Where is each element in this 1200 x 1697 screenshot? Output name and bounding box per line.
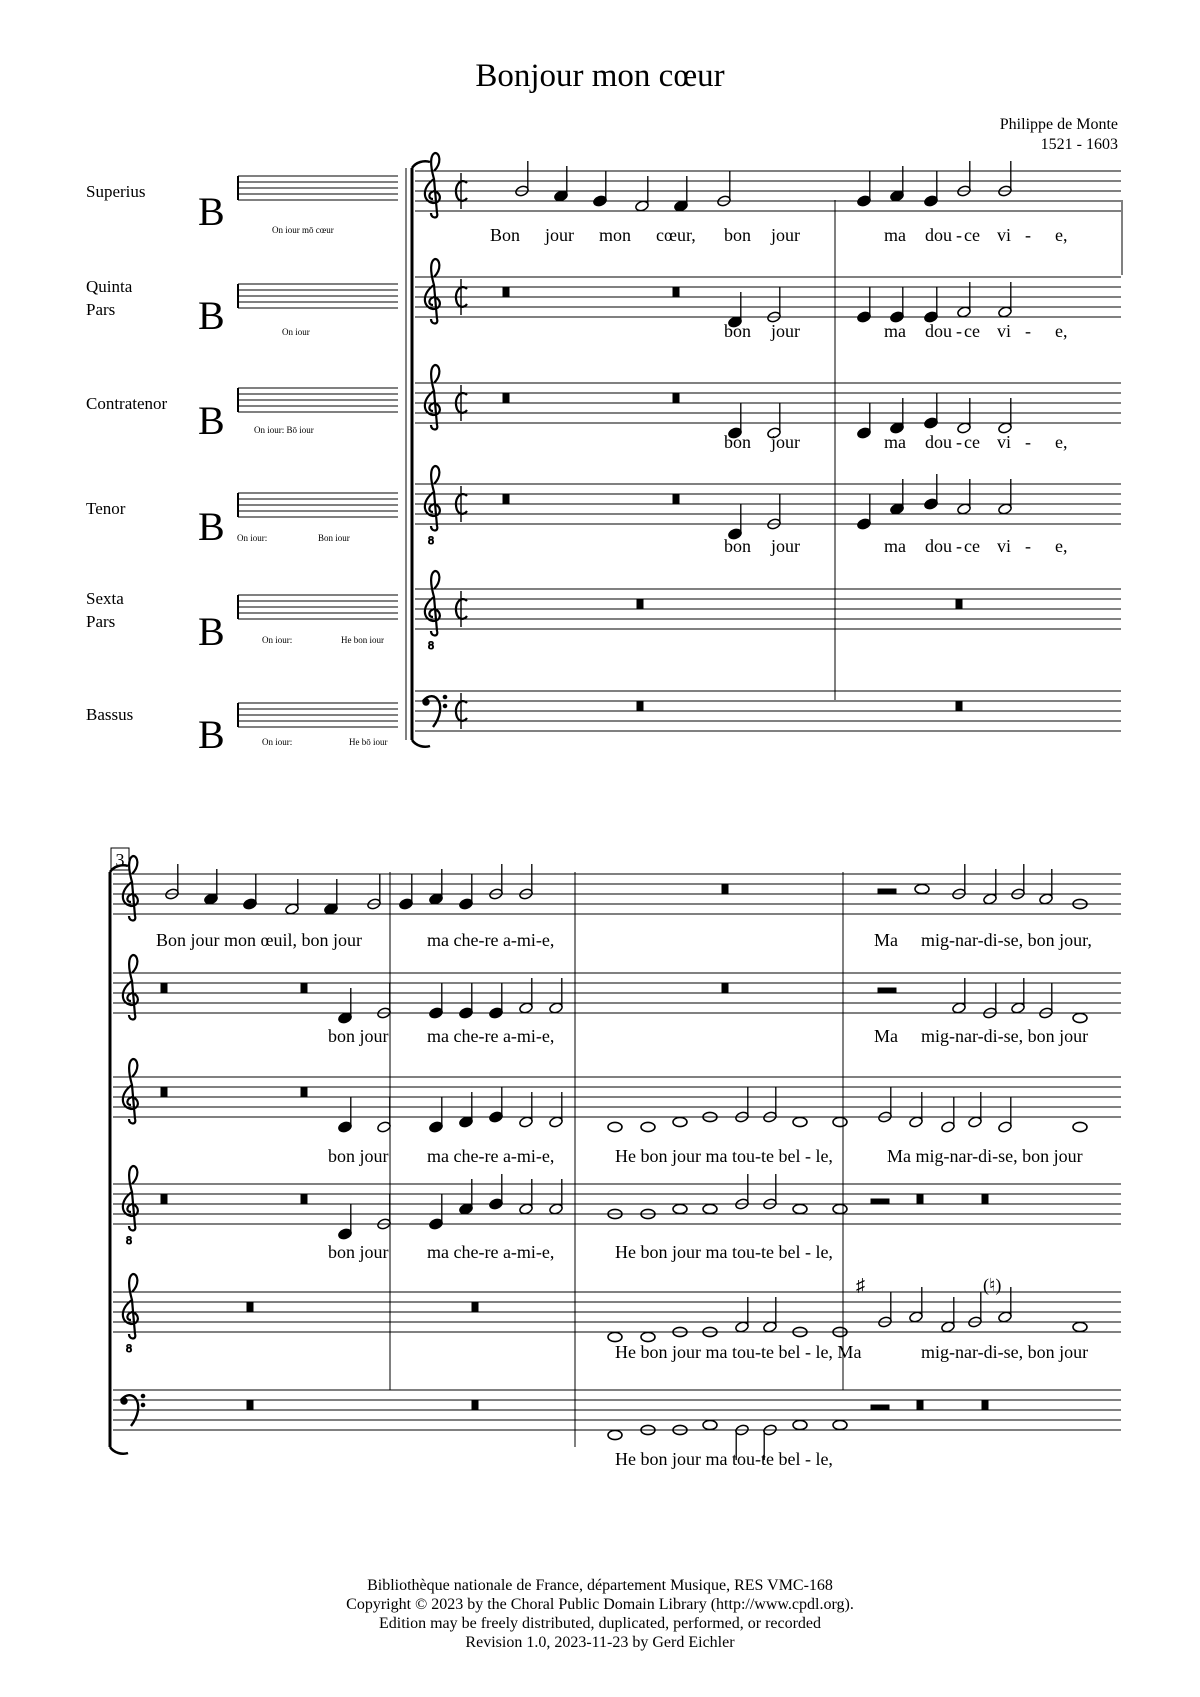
note — [608, 1332, 622, 1341]
incipit-staff — [238, 703, 398, 727]
incipit-staff — [238, 176, 398, 200]
rest — [301, 1194, 307, 1204]
composer-dates: 1521 - 1603 — [1040, 136, 1118, 153]
rest — [982, 1194, 988, 1204]
rest — [472, 1400, 478, 1410]
treble-clef — [123, 1059, 138, 1124]
lyrics-s2-contratenor: bon jour ma che-re a-mi-e, He bon jour ma tou-te bel - le, Ma mig-nar-di-se, bon jour — [328, 1146, 1083, 1166]
note — [767, 494, 782, 530]
rest — [673, 287, 679, 297]
note — [673, 1117, 687, 1126]
incipit-letter-tenor: B — [198, 504, 225, 549]
note — [1011, 864, 1026, 900]
editorial-natural: (♮) — [983, 1275, 1002, 1295]
footer-line-revision: Revision 1.0, 2023-11-23 by Gerd Eichler — [465, 1634, 735, 1651]
treble-clef — [123, 1274, 138, 1355]
rest — [503, 393, 509, 403]
incipit-text-tenor-a: On iour: — [237, 533, 268, 543]
note — [735, 1087, 750, 1123]
treble-clef — [425, 153, 440, 218]
rest — [247, 1302, 253, 1312]
note — [924, 474, 939, 510]
staff-s1-4 — [415, 589, 1121, 629]
staff-s2-0 — [113, 874, 1121, 914]
incipit-text-tenor-b: Bon iour — [318, 533, 350, 543]
note — [833, 1420, 847, 1429]
rest — [161, 1087, 167, 1097]
incipit-letter-quinta: B — [198, 293, 225, 338]
rest — [301, 983, 307, 993]
incipit-text-sexta-b: He bon iour — [341, 635, 384, 645]
footer-line-license: Edition may be freely distributed, duplicated, performed, or recorded — [378, 1615, 822, 1632]
rest — [878, 889, 896, 894]
note — [641, 1332, 655, 1341]
voice-name-superius: Superius — [86, 182, 146, 201]
note — [338, 1097, 353, 1133]
note — [793, 1204, 807, 1213]
treble-clef — [425, 259, 440, 324]
lyrics-s1-contratenor: bon jour ma dou - ce vi - e, — [724, 432, 1068, 452]
note — [165, 864, 180, 900]
incipit-text-bassus-b: He bō iour — [349, 737, 388, 747]
treble-clef — [425, 466, 440, 547]
note — [957, 161, 972, 197]
note — [641, 1122, 655, 1131]
footer — [0, 1576, 1200, 1652]
rest — [722, 884, 728, 894]
note — [673, 1204, 687, 1213]
note — [459, 983, 474, 1019]
rest — [472, 1302, 478, 1312]
svg-text:8: 8 — [126, 1233, 132, 1247]
note — [519, 864, 534, 900]
treble-clef — [425, 571, 440, 652]
note — [399, 874, 414, 910]
note — [924, 171, 939, 207]
note — [728, 504, 743, 540]
note — [489, 1174, 504, 1210]
lyrics-s1-quinta: bon jour ma dou - ce vi - e, — [724, 321, 1068, 341]
note — [793, 1420, 807, 1429]
rest — [161, 1194, 167, 1204]
note — [767, 287, 782, 323]
note — [878, 1292, 893, 1328]
treble-clef — [425, 365, 440, 430]
note — [833, 1117, 847, 1126]
rest — [871, 1405, 889, 1410]
lyrics-s2-quinta: bon jour ma che-re a-mi-e, Ma mig-nar-di-se, bon jour — [328, 1026, 1089, 1046]
svg-text:8: 8 — [428, 533, 434, 547]
note — [377, 983, 392, 1019]
lyrics-s1-tenor: bon jour ma dou - ce vi - e, — [724, 536, 1068, 556]
note — [608, 1122, 622, 1131]
rest — [637, 599, 643, 609]
rest — [917, 1400, 923, 1410]
measure-number: 3 — [115, 850, 125, 870]
incipit-letter-sexta: B — [198, 609, 225, 654]
rest — [982, 1400, 988, 1410]
footer-line-copyright: Copyright © 2023 by the Choral Public Domain Library (http://www.cpdl.org). — [346, 1596, 854, 1613]
rest — [637, 701, 643, 711]
system-2-lyrics — [156, 930, 1092, 1469]
system-1-lyrics — [490, 225, 1068, 556]
staff-s1-5 — [415, 691, 1121, 731]
footer-line-source: Bibliothèque nationale de France, département Musique, RES VMC-168 — [367, 1577, 833, 1594]
lyrics-s2-bassus: He bon jour ma tou-te bel - le, — [615, 1449, 833, 1469]
rest — [673, 494, 679, 504]
note — [608, 1430, 622, 1439]
svg-text:8: 8 — [428, 638, 434, 652]
staff-s1-3 — [415, 484, 1121, 524]
rest — [161, 983, 167, 993]
note — [489, 1087, 504, 1123]
voice-name-tenor: Tenor — [86, 499, 126, 518]
note — [1073, 1122, 1087, 1131]
svg-text:8: 8 — [126, 1341, 132, 1355]
note — [429, 1194, 444, 1230]
voice-name-sexta-pars: Sexta Pars — [86, 589, 124, 631]
rest — [917, 1194, 923, 1204]
rest — [956, 599, 962, 609]
incipit-text-superius: On iour mō cœur — [272, 225, 334, 235]
lyrics-s1-superius: Bon jour mon cœur, bon jour ma dou - ce vi - e, — [490, 225, 1068, 245]
rest — [247, 1400, 253, 1410]
note — [998, 1097, 1013, 1133]
note — [367, 874, 382, 910]
note — [593, 171, 608, 207]
incipit-letter-contratenor: B — [198, 398, 225, 443]
note — [1073, 1322, 1087, 1331]
staff-s1-1 — [415, 277, 1121, 317]
staff-s1-0 — [415, 171, 1121, 211]
lyrics-s2-sexta: He bon jour ma tou-te bel - le, Ma mig-nar-di-se, bon jour — [615, 1342, 1089, 1362]
staff-s1-2 — [415, 383, 1121, 423]
staff-s2-5 — [113, 1390, 1121, 1430]
incipit-text-contratenor: On iour: Bō iour — [254, 425, 314, 435]
note — [983, 983, 998, 1019]
note — [915, 884, 929, 893]
rest — [503, 287, 509, 297]
note — [1073, 1013, 1087, 1022]
note — [703, 1204, 717, 1213]
rest — [301, 1087, 307, 1097]
note — [429, 983, 444, 1019]
note — [377, 1194, 392, 1230]
note — [878, 1087, 893, 1123]
note — [857, 494, 872, 530]
note — [941, 1097, 956, 1133]
treble-clef — [123, 1166, 138, 1247]
note — [1039, 983, 1054, 1019]
note — [793, 1117, 807, 1126]
rest — [722, 983, 728, 993]
incipit-letter-bassus: B — [198, 712, 225, 757]
rest — [878, 988, 896, 993]
note — [924, 287, 939, 323]
incipit-staff — [238, 595, 398, 619]
note — [857, 171, 872, 207]
note — [515, 161, 530, 197]
note — [377, 1097, 392, 1133]
note — [857, 287, 872, 323]
note — [763, 1174, 778, 1210]
note — [489, 864, 504, 900]
note — [735, 1174, 750, 1210]
note — [857, 403, 872, 439]
note — [952, 864, 967, 900]
rest — [673, 393, 679, 403]
staff-s2-2 — [113, 1077, 1121, 1117]
note — [243, 874, 258, 910]
note — [833, 1204, 847, 1213]
incipit-letter-superius: B — [198, 189, 225, 234]
note — [489, 983, 504, 1019]
note — [998, 161, 1013, 197]
editorial-sharp: ♯ — [856, 1275, 865, 1295]
voice-name-quinta-pars: Quinta Pars — [86, 277, 133, 319]
incipit-text-sexta-a: On iour: — [262, 635, 293, 645]
voice-name-bassus: Bassus — [86, 705, 134, 724]
lyrics-s2-tenor: bon jour ma che-re a-mi-e, He bon jour ma tou-te bel - le, — [328, 1242, 833, 1262]
note — [924, 393, 939, 429]
staff-s2-1 — [113, 973, 1121, 1013]
incipit-text-quinta: On iour — [282, 327, 310, 337]
note — [717, 171, 732, 207]
incipit-text-bassus-a: On iour: — [262, 737, 293, 747]
note — [459, 874, 474, 910]
incipit-staff — [238, 493, 398, 517]
note — [338, 1204, 353, 1240]
incipit-staff — [238, 388, 398, 412]
rest — [871, 1199, 889, 1204]
voice-name-contratenor: Contratenor — [86, 394, 168, 413]
note — [703, 1420, 717, 1429]
treble-clef — [123, 955, 138, 1020]
incipit-staff — [238, 284, 398, 308]
note — [890, 287, 905, 323]
rest — [503, 494, 509, 504]
note — [429, 1097, 444, 1133]
composer-name: Philippe de Monte — [999, 116, 1118, 133]
note — [763, 1087, 778, 1123]
lyrics-s2-superius: Bon jour mon œuil, bon jour ma che-re a-mi-e, Ma mig-nar-di-se, bon jour, — [156, 930, 1092, 950]
page-title: Bonjour mon cœur — [475, 58, 725, 94]
rest — [956, 701, 962, 711]
note — [968, 1292, 983, 1328]
